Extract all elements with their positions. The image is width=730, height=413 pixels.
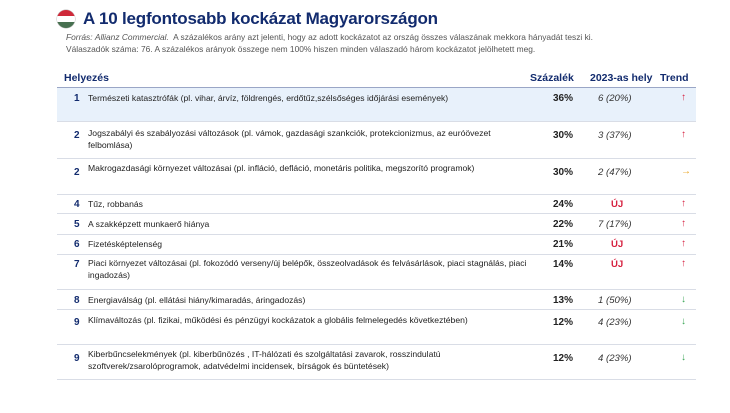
hungary-flag-icon bbox=[57, 10, 75, 28]
rank-number: 2 bbox=[74, 167, 80, 178]
page-title: A 10 legfontosabb kockázat Magyarországon bbox=[83, 9, 438, 28]
table-row bbox=[57, 194, 696, 214]
previous-rank: 7 (17%) bbox=[598, 219, 632, 230]
previous-rank: 3 (37%) bbox=[598, 130, 632, 141]
source-note bbox=[66, 32, 593, 55]
risk-description: Energiaválság (pl. ellátási hiány/kimaradás, áringadozás) bbox=[88, 295, 306, 305]
risk-percent: 21% bbox=[552, 239, 573, 250]
previous-rank: ÚJ bbox=[611, 259, 624, 270]
table-row bbox=[57, 309, 696, 345]
table-row bbox=[57, 88, 696, 122]
risk-percent: 12% bbox=[552, 353, 573, 364]
title-row bbox=[57, 9, 438, 29]
trend-up-icon: ↑ bbox=[681, 129, 686, 140]
rank-number: 4 bbox=[74, 199, 80, 210]
table-row bbox=[57, 158, 696, 195]
risk-description: Klímaváltozás (pl. fizikai, működési és pénzügyi kockázatok a globális felmelegedés következtében) bbox=[88, 315, 468, 325]
risk-description: Tűz, robbanás bbox=[88, 199, 143, 209]
trend-up-icon: ↑ bbox=[681, 258, 686, 269]
previous-rank: ÚJ bbox=[611, 199, 624, 210]
trend-down-icon: ↓ bbox=[681, 316, 686, 327]
table-row bbox=[57, 289, 696, 310]
header-trend: Trend bbox=[660, 72, 689, 84]
risk-description: Természeti katasztrófák (pl. vihar, árvíz, földrengés, erdőtűz,szélsőséges időjárási események) bbox=[88, 93, 449, 103]
header-pct: Százalék bbox=[530, 72, 574, 84]
risk-description: Kiberbűncselekmények (pl. kiberbűnözés , IT-hálózati és szolgáltatási zavarok, rosszindulatú szoftverek/zsarolóprogramok, adatvédelmi incidensek, bírságok és büntetések) bbox=[88, 349, 441, 371]
risk-description: Piaci környezet változásai (pl. fokozódó verseny/új belépők, összeolvadások és felvásárlások, piaci stagnálás, piaci ingadozás) bbox=[88, 258, 527, 280]
source-name: Allianz Commercial. bbox=[94, 32, 169, 42]
previous-rank: ÚJ bbox=[611, 239, 624, 250]
header-rank: Helyezés bbox=[64, 72, 109, 84]
rank-number: 5 bbox=[74, 219, 80, 230]
trend-up-icon: ↑ bbox=[681, 92, 686, 103]
risk-percent: 24% bbox=[552, 199, 573, 210]
header-prev: 2023-as hely bbox=[590, 72, 653, 84]
trend-up-icon: ↑ bbox=[681, 218, 686, 229]
previous-rank: 2 (47%) bbox=[598, 167, 632, 178]
table-row bbox=[57, 344, 696, 380]
rank-number: 2 bbox=[74, 130, 80, 141]
flag-stripe-green bbox=[57, 22, 75, 28]
risk-description: Jogszabályi és szabályozási változások (pl. vámok, gazdasági szankciók, protekcionizmus, az euróövezet felbomlása) bbox=[88, 128, 491, 150]
risk-percent: 30% bbox=[552, 167, 573, 178]
previous-rank: 4 (23%) bbox=[598, 317, 632, 328]
previous-rank: 1 (50%) bbox=[598, 295, 632, 306]
rank-number: 1 bbox=[74, 93, 80, 104]
rank-number: 7 bbox=[74, 259, 80, 270]
risk-percent: 36% bbox=[552, 93, 573, 104]
rank-number: 9 bbox=[74, 353, 80, 364]
risk-percent: 13% bbox=[552, 295, 573, 306]
previous-rank: 4 (23%) bbox=[598, 353, 632, 364]
table-row bbox=[57, 254, 696, 290]
risk-description: Fizetésképtelenség bbox=[88, 239, 163, 249]
source-prefix: Forrás: bbox=[66, 32, 93, 42]
risk-percent: 12% bbox=[552, 317, 573, 328]
trend-flat-icon: → bbox=[681, 166, 691, 177]
rank-number: 8 bbox=[74, 295, 80, 306]
source-line2: Válaszadók száma: 76. A százalékos arányok összege nem 100% hiszen minden válaszadó három kockázatot jelölhetett meg. bbox=[66, 43, 536, 54]
risk-percent: 14% bbox=[552, 259, 573, 270]
trend-down-icon: ↓ bbox=[681, 352, 686, 363]
risk-description: A szakképzett munkaerő hiánya bbox=[88, 219, 210, 229]
risk-percent: 22% bbox=[552, 219, 573, 230]
table-row bbox=[57, 213, 696, 235]
trend-down-icon: ↓ bbox=[681, 294, 686, 305]
risk-description: Makrogazdasági környezet változásai (pl. infláció, defláció, monetáris politika, megszorító programok) bbox=[88, 163, 475, 173]
trend-up-icon: ↑ bbox=[681, 238, 686, 249]
trend-up-icon: ↑ bbox=[681, 198, 686, 209]
source-line1: A százalékos arány azt jelenti, hogy az adott kockázatot az ország összes válaszának mekkora hányadát teszi ki. bbox=[173, 32, 593, 42]
previous-rank: 6 (20%) bbox=[598, 93, 632, 104]
rank-number: 9 bbox=[74, 317, 80, 328]
rank-number: 6 bbox=[74, 239, 80, 250]
risk-percent: 30% bbox=[552, 130, 573, 141]
table-row bbox=[57, 121, 696, 159]
table-row bbox=[57, 234, 696, 255]
